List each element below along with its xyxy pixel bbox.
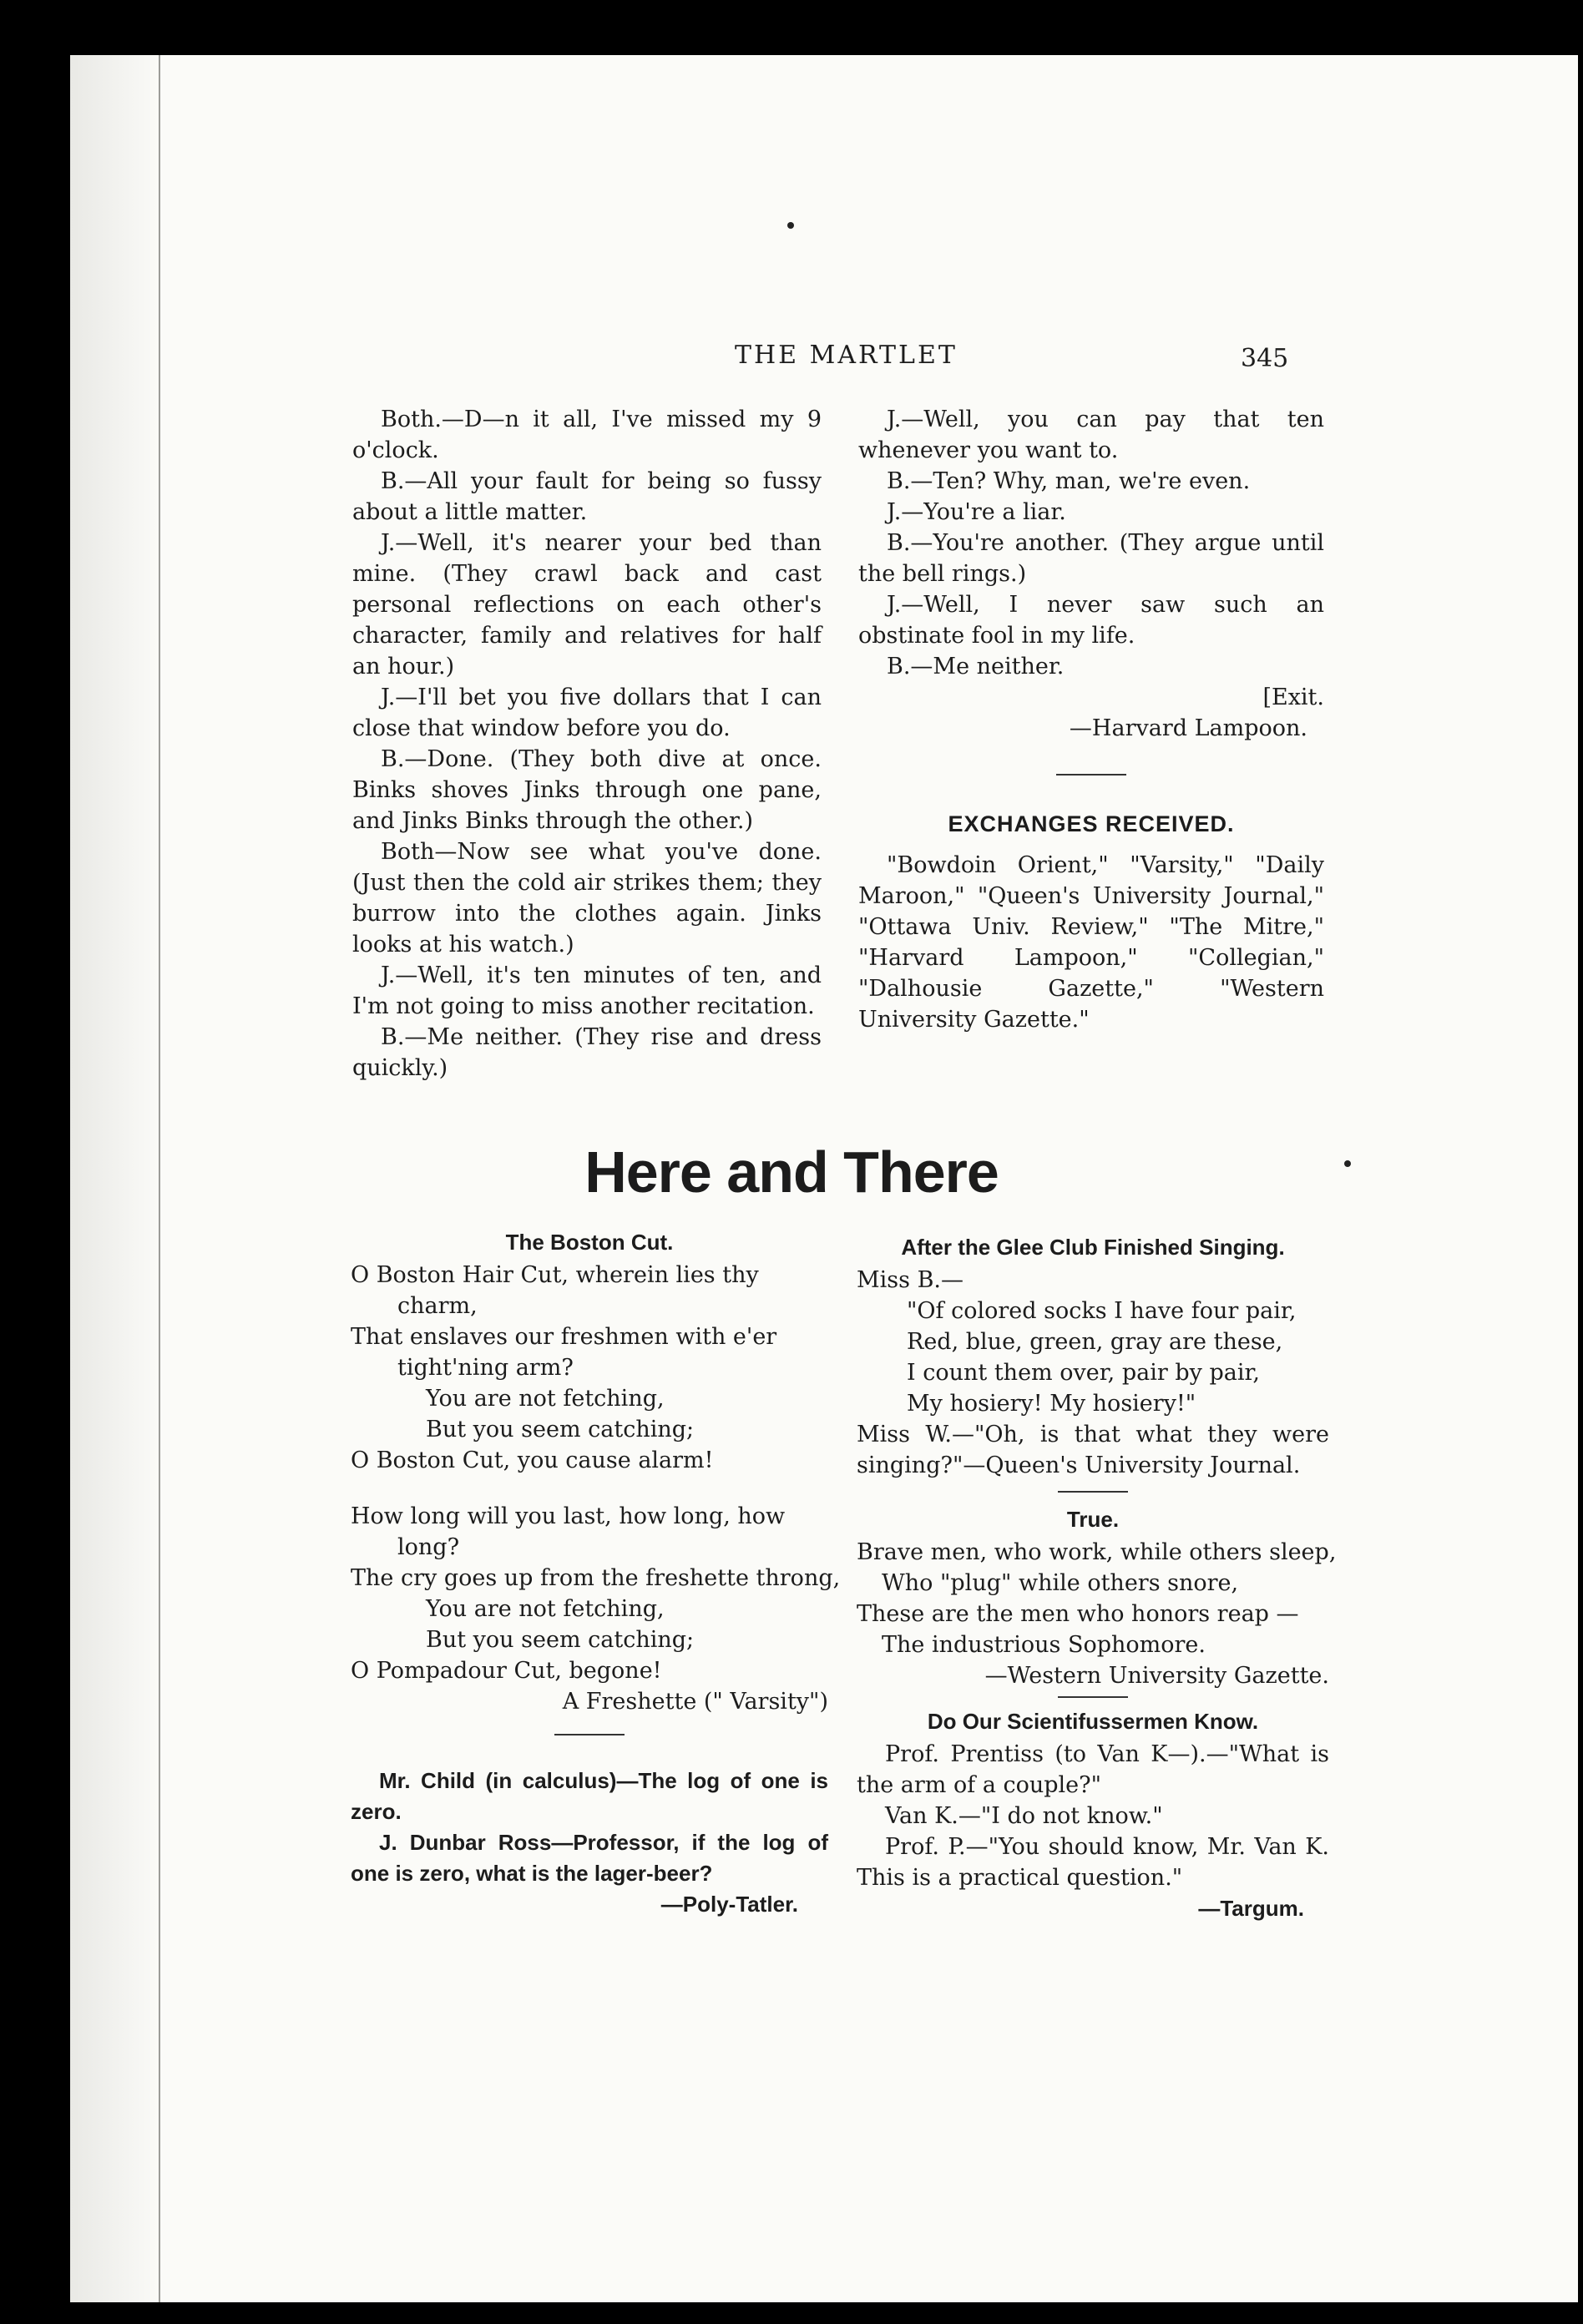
dialogue-line: Prof. Prentiss (to Van K—).—"What is the arm of a couple?" [857,1741,1329,1798]
poem-title: True. [1066,1507,1120,1532]
calculus-line: Mr. Child (in calculus)—The log of one is zero. [351,1768,828,1824]
ink-speck [787,222,794,229]
running-header: THE MARTLET [735,341,958,370]
dialogue-line: B.—Me neither. (They rise and dress quickly.) [352,1024,822,1081]
poem-line: You are not fetching, [426,1386,665,1412]
dialogue-line: J.—Well, it's nearer your bed than mine. (They crawl back and cast personal reflections on each other's character, family and relatives for half an hour.) [352,530,822,680]
glee-club-poem [857,1296,1329,1419]
poem-line: You are not fetching, [426,1596,665,1622]
dialogue-line: J.—Well, it's ten minutes of ten, and I'm not going to miss another recitation. [352,962,822,1019]
poem-line: The cry goes up from the freshette throng, [351,1565,841,1591]
lower-left-column [351,1227,841,1920]
true-poem [857,1537,1337,1660]
poem-line: charm, [397,1293,478,1319]
dialogue-line: B.—All your fault for being so fussy about a little matter. [352,468,822,525]
poem-line: O Pompadour Cut, begone! [351,1658,662,1684]
dialogue-line: B.—Me neither. [887,654,1065,680]
poem-line: These are the men who honors reap — [857,1601,1299,1627]
page-number: 345 [1241,344,1289,373]
dialogue-line: B.—Done. (They both dive at once. Binks shoves Jinks through one pane, and Jinks Binks through the other.) [352,746,822,834]
poem-line: I count them over, pair by pair, [907,1360,1260,1386]
dialogue-line: Both.—D—n it all, I've missed my 9 o'clock. [352,407,822,463]
glee-speaker: Miss B.— [857,1267,963,1293]
poem-line: Brave men, who work, while others sleep, [857,1539,1337,1565]
dialogue-right-column [858,404,1324,1035]
poem-line: My hosiery! My hosiery!" [907,1391,1196,1417]
poem-title: Do Our Scientifussermen Know. [927,1709,1259,1734]
glee-reply: Miss W.—"Oh, is that what they were singing?"—Queen's University Journal. [857,1422,1329,1478]
dialogue-line: B.—Ten? Why, man, we're even. [887,468,1251,494]
exchanges-list: "Bowdoin Orient," "Varsity," "Daily Maroon," "Queen's University Journal," "Ottawa Univ. Review," "The Mitre," "Harvard Lampoon," "Collegian," "Dalhousie Gazette," "Western University Gazette." [858,852,1324,1033]
calculus-line: J. Dunbar Ross—Professor, if the log of one is zero, what is the lager-beer? [351,1830,828,1886]
exit-direction: [Exit. [1262,685,1324,710]
dialogue-line: Van K.—"I do not know." [885,1803,1163,1829]
poem-line: Red, blue, green, gray are these, [907,1329,1283,1355]
dialogue-line: J.—I'll bet you five dollars that I can close that window before you do. [352,685,822,741]
poem-line: Who "plug" while others snore, [882,1570,1239,1596]
poem-line: "Of colored socks I have four pair, [907,1298,1297,1324]
boston-cut-poem [351,1260,841,1686]
calculus-credit: —Poly-Tatler. [660,1892,798,1917]
poem-line: The industrious Sophomore. [882,1632,1206,1658]
poem-line: O Boston Hair Cut, wherein lies thy [351,1262,759,1288]
dialogue-line: J.—Well, you can pay that ten whenever you want to. [858,407,1324,463]
section-title: Here and There [584,1139,999,1205]
exchanges-heading: EXCHANGES RECEIVED. [948,811,1235,836]
dialogue-line: J.—Well, I never saw such an obstinate fool in my life. [858,592,1324,649]
section-divider [1058,1491,1128,1493]
poem-title: The Boston Cut. [505,1230,674,1255]
lampoon-credit: —Harvard Lampoon. [1069,715,1307,741]
dialogue-left-column [352,404,822,1084]
section-divider [554,1734,625,1735]
targum-credit: —Targum. [1198,1896,1304,1921]
section-divider [1058,1696,1128,1698]
poem-line: But you seem catching; [426,1627,695,1653]
poem-line: long? [397,1534,460,1560]
poem-line: That enslaves our freshmen with e'er [351,1324,777,1350]
poem-line: tight'ning arm? [397,1355,574,1381]
poem-line: O Boston Cut, you cause alarm! [351,1447,714,1473]
lower-right-column [857,1232,1337,1924]
dialogue-line: B.—You're another. (They argue until the bell rings.) [858,530,1324,587]
poem-title: After the Glee Club Finished Singing. [901,1235,1285,1260]
dialogue-line: Prof. P.—"You should know, Mr. Van K. This is a practical question." [857,1834,1329,1891]
dialogue-line: J.—You're a liar. [887,499,1066,525]
poem-credit: —Western University Gazette. [984,1663,1329,1689]
poem-line: How long will you last, how long, how [351,1503,786,1529]
poem-credit: A Freshette (" Varsity") [562,1689,828,1715]
section-divider [1056,774,1126,776]
dialogue-line: Both—Now see what you've done. (Just then the cold air strikes them; they burrow into the clothes again. Jinks looks at his watch.) [352,839,822,957]
poem-line: But you seem catching; [426,1417,695,1442]
